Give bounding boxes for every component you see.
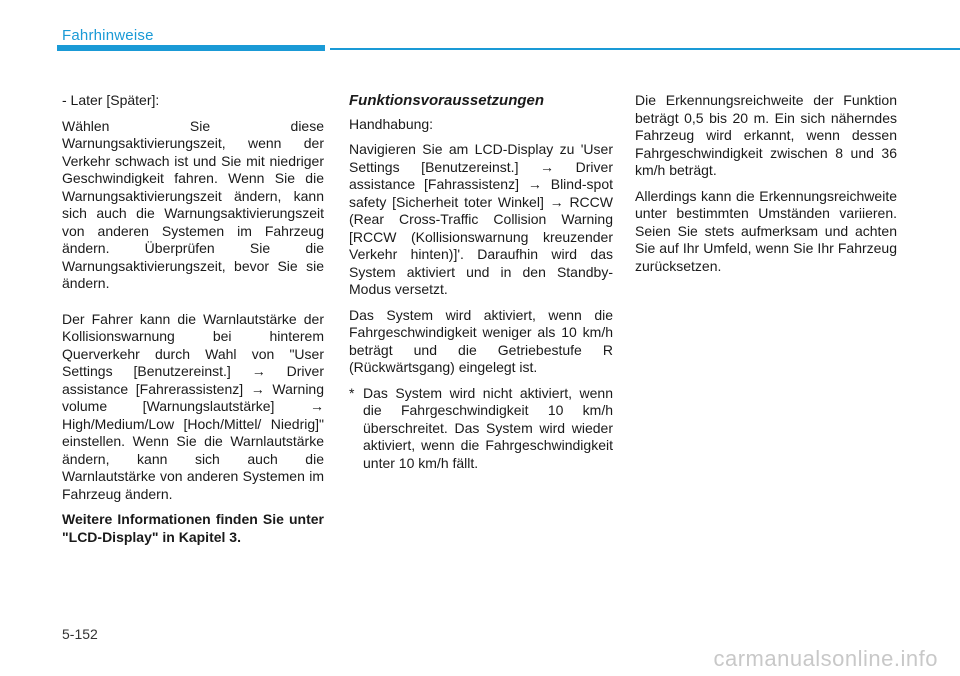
paragraph-later-option: - Later [Später]: [62,92,160,108]
paragraph-activation: Das System wird aktiviert, wenn die Fahrgeschwindigkeit weniger als 10 km/h beträgt und die Getriebestufe R (Rückwärtsgang) eingelegt ist. [349,306,613,375]
column-right [635,92,897,283]
column-left [62,92,324,554]
header-rule-thin [330,48,960,50]
note-marker: * [349,384,355,401]
subsection-heading: Funktionsvoraussetzungen [349,92,545,109]
header-rule-thick [57,45,325,51]
paragraph-warning-timing: Wählen Sie diese Warnungsaktivierungszeit, wenn der Verkehr schwach ist und Sie mit niedriger Geschwindigkeit fahren. Wenn Sie die Warnungsaktivierungszeit ändern, kann sich auch die Warnungsaktivierungszeit von anderen Systemen im Fahrzeug ändern. Überprüfen Sie die Warnungsaktivierungszeit, bevor Sie sie ändern. [62,117,324,291]
paragraph-warning-volume: Der Fahrer kann die Warnlautstärke der Kollisionswarnung bei hinterem Querverkehr durch Wahl von "User Settings [Benutzereinst.] → Driver assistance [Fahrerassistenz] → Warning volume [Warnungslautstärke] → High/Medium/Low [Hoch/Mittel/ Niedrig]" einstellen. Wenn Sie die Warnlautstärke ändern, kann sich auch die Warnlautstärke von anderen Systemen im Fahrzeug ändern. [62,310,324,502]
paragraph-range-variance: Allerdings kann die Erkennungsreichweite unter bestimmten Umständen variieren. Seien Sie stets aufmerksam und achten Sie auf Ihr Umfeld, wenn Sie Ihr Fahrzeug zurücksetzen. [635,187,897,274]
paragraph-detection-range: Die Erkennungsreichweite der Funktion beträgt 0,5 bis 20 m. Ein sich näherndes Fahrzeug wird erkannt, wenn dessen Fahrgeschwindigkeit zwischen 8 und 36 km/h beträgt. [635,92,897,178]
column-middle [349,92,613,480]
page-number: 5-152 [62,626,98,642]
note-deactivation [349,385,613,473]
watermark: carmanualsonline.info [713,646,938,671]
paragraph-navigation: Navigieren Sie am LCD-Display zu 'User Settings [Benutzereinst.] → Driver assistance [Fahrassistenz] → Blind-spot safety [Sicherheit toter Winkel] → RCCW (Rear Cross-Traffic Collision Warning [RCCW (Kollisionswarnung kreuzender Verkehr hinten)]'. Daraufhin wird das System aktiviert und in den Standby-Modus versetzt. [349,141,613,297]
paragraph-operation-label: Handhabung: [349,115,434,132]
paragraph-more-info: Weitere Informationen finden Sie unter "LCD-Display" in Kapitel 3. [62,511,324,545]
note-text: Das System wird nicht aktiviert, wenn die Fahrgeschwindigkeit 10 km/h überschreitet. Das System wird wieder aktiviert, wenn die Fahrgeschwindigkeit unter 10 km/h fällt. [363,384,613,471]
section-title: Fahrhinweise [62,27,154,44]
